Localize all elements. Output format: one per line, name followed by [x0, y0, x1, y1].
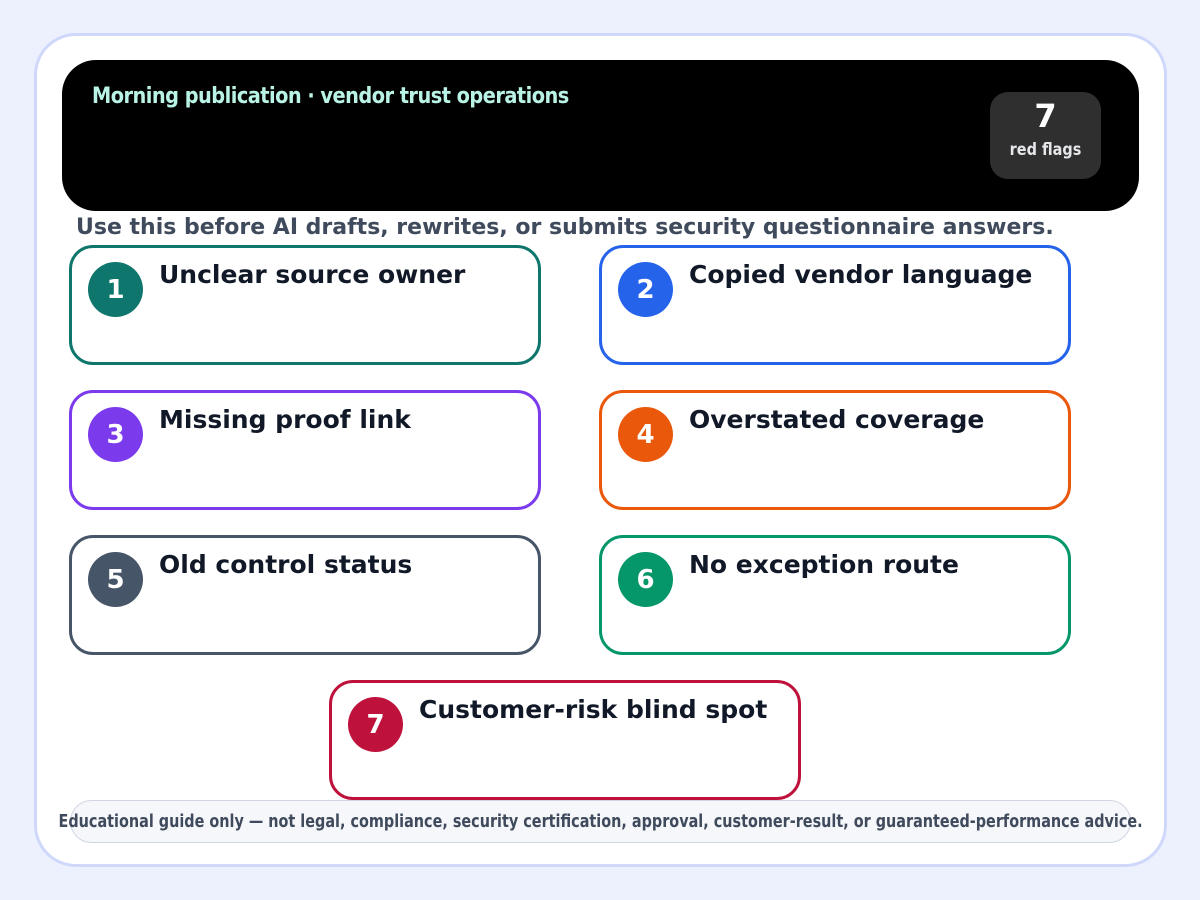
card-number-badge: 4 — [618, 407, 673, 462]
card-title: No exception route — [689, 550, 959, 579]
card-number-badge: 7 — [348, 697, 403, 752]
red-flag-card-4 — [599, 390, 1071, 510]
disclaimer-footer — [58, 800, 1143, 843]
card-title: Unclear source owner — [159, 260, 466, 289]
disclaimer-text: Educational guide only — not legal, compliance, security certification, approval, customer-result, or guaranteed-performance advice. — [58, 811, 1143, 832]
card-number-badge: 1 — [88, 262, 143, 317]
red-flag-card-5 — [69, 535, 541, 655]
card-title: Copied vendor language — [689, 260, 1033, 289]
card-number-badge: 3 — [88, 407, 143, 462]
card-number-badge: 2 — [618, 262, 673, 317]
red-flag-card-6 — [599, 535, 1071, 655]
card-title: Customer-risk blind spot — [419, 695, 768, 724]
red-flags-badge — [990, 92, 1101, 179]
card-number-badge: 6 — [618, 552, 673, 607]
page-subtitle: Use this before AI drafts, rewrites, or submits security questionnaire answers. — [76, 215, 1054, 240]
red-flag-card-7 — [329, 680, 801, 800]
card-title: Missing proof link — [159, 405, 411, 434]
card-title: Old control status — [159, 550, 413, 579]
red-flag-card-1 — [69, 245, 541, 365]
red-flags-label: red flags — [1009, 140, 1082, 160]
red-flags-count: 7 — [1034, 97, 1057, 135]
red-flag-card-3 — [69, 390, 541, 510]
header-banner — [62, 60, 1139, 211]
red-flag-card-2 — [599, 245, 1071, 365]
header-title: Morning publication · vendor trust operations — [92, 84, 569, 109]
card-number-badge: 5 — [88, 552, 143, 607]
card-title: Overstated coverage — [689, 405, 985, 434]
